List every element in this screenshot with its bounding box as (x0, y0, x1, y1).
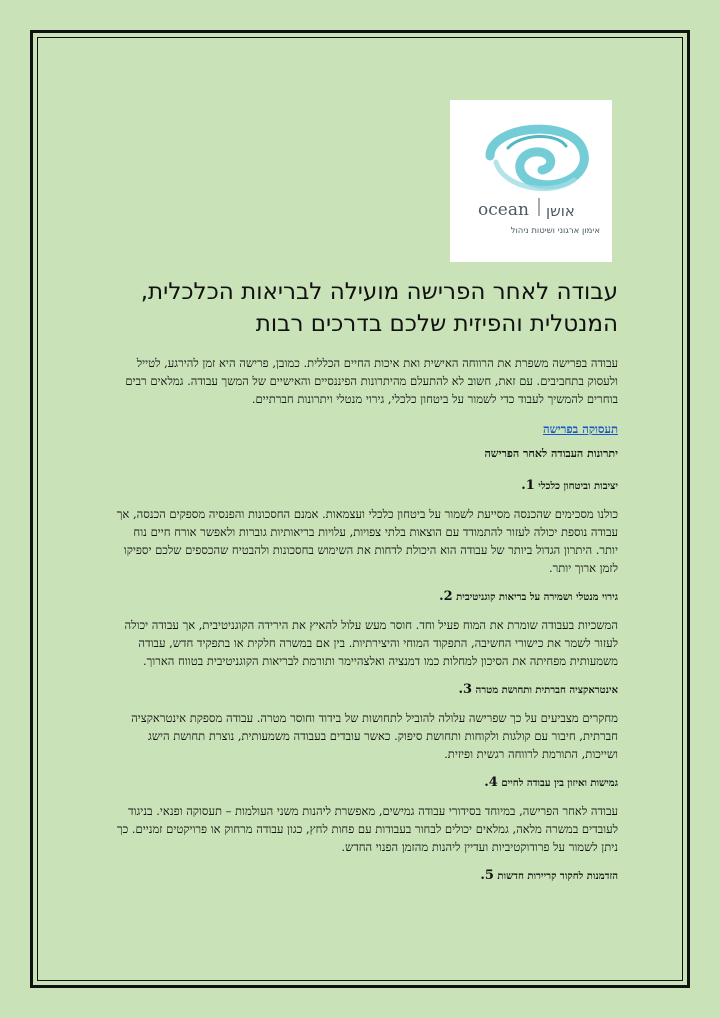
section-2-title: גירוי מנטלי ושמירה על בריאות קוגניטיבית (456, 592, 618, 603)
section-3-title: אינטראקציה חברתית ותחושת מטרה (475, 685, 618, 696)
section-5-title: הזדמנות לחקור קריירות חדשות (497, 871, 618, 882)
logo-brand-text (478, 200, 529, 220)
section-5-heading (110, 868, 618, 885)
section-1-number: 1. (521, 478, 535, 493)
section-4-number: 4. (484, 775, 498, 790)
article-content (110, 276, 618, 895)
benefits-heading: יתרונות העבודה לאחר הפרישה (484, 447, 618, 460)
logo-tagline: אימון ארגוני ושיטות ניהול (510, 226, 600, 236)
section-3-heading (110, 682, 618, 699)
section-2-heading (110, 589, 618, 606)
ocean-logo (450, 100, 612, 262)
section-1-heading (110, 478, 618, 495)
section-4-text: עבודה לאחר הפרישה, במיוחד בסידורי עבודה גמישים, מאפשרת ליהנות משני העולמות – תעסוקה ופנאי. בניגוד לעובדים במשרה מלאה, גמלאים יכולים לבחור בעבודות עם פחות לחץ, כגון עבודה מרחוק או פרויקטים זמניים. כך ניתן לשמור על פרודוקטיביות ועדיין ליהנות מהזמן הפנוי החדש. (116, 804, 618, 854)
section-2-text: המשכיות בעבודה שומרת את המוח פעיל וחד. חוסר מעש עלול להאיץ את הירידה הקוגניטיבית, אך עבודה יכולה לעזור לשמר את כישורי החשיבה, התפקוד המוחי והיצירתיות. בין אם במשרה חלקית או בתפקיד חדש, עבודה משמעותית מפחיתה את הסיכון למחלות כמו דמנציה ואלצהיימר ותורמת לבריאות הקוגניטיבית בטווח הארוך. (124, 618, 618, 668)
section-1-text: כולנו מסכימים שהכנסה מסייעת לשמור על ביטחון כלכלי ועצמאות. אמנם החסכונות והפנסיה מספקים הכנסה, אך עבודה נוספת יכולה לעזור להתמודד עם הוצאות בלתי צפויות, עלויות בריאותיות גוברות ולאפשר אורח חיים נוח יותר. היתרון הגדול ביותר של עבודה הוא היכולת לדחות את השימוש בחסכונות ולהבטיח שהכספים שלכם יספיקו לזמן ארוך יותר. (116, 507, 618, 575)
retirement-employment-link[interactable]: תעסוקה בפרישה (543, 422, 618, 436)
intro-paragraph: עבודה בפרישה משפרת את הרווחה האישית ואת איכות החיים הכללית. כמובן, פרישה היא זמן להירגע, לטייל ולעסוק בתחביבים. עם זאת, חשוב לא להתעלם מהיתרונות הפיננסיים והאישיים של המשך עבודה. גמלאים רבים בוחרים להמשיך לעבוד כדי לשמור על ביטחון כלכלי, גירוי מנטלי ויתרונות חברתיים. (125, 356, 618, 406)
logo-brand-latin: ocean (478, 200, 529, 220)
section-3-text: מחקרים מצביעים על כך שפרישה עלולה להוביל לתחושות של בידוד וחוסר מטרה. עבודה מספקת אינטראקציה חברתית, חיבור עם קולגות ולקוחות ותחושת סיפוק. כאשר עובדים בעבודה משמעותית, נוצרת תחושת הישג ושייכות, התורמת לרווחה רגשית ופיזית. (131, 711, 618, 761)
swirl-logo-icon (450, 100, 612, 262)
section-4-heading (110, 775, 618, 792)
section-3-number: 3. (458, 682, 473, 697)
section-4-title: גמישות ואיזון בין עבודה לחיים (501, 778, 618, 789)
section-2-number: 2. (439, 589, 453, 604)
section-1-title: יציבות וביטחון כלכלי (538, 481, 618, 492)
page-title: עבודה לאחר הפרישה מועילה לבריאות הכלכלית, המנטלית והפיזית שלכם בדרכים רבות (140, 279, 618, 337)
section-5-number: 5. (480, 868, 494, 883)
logo-brand-hebrew: אושן (546, 202, 575, 220)
